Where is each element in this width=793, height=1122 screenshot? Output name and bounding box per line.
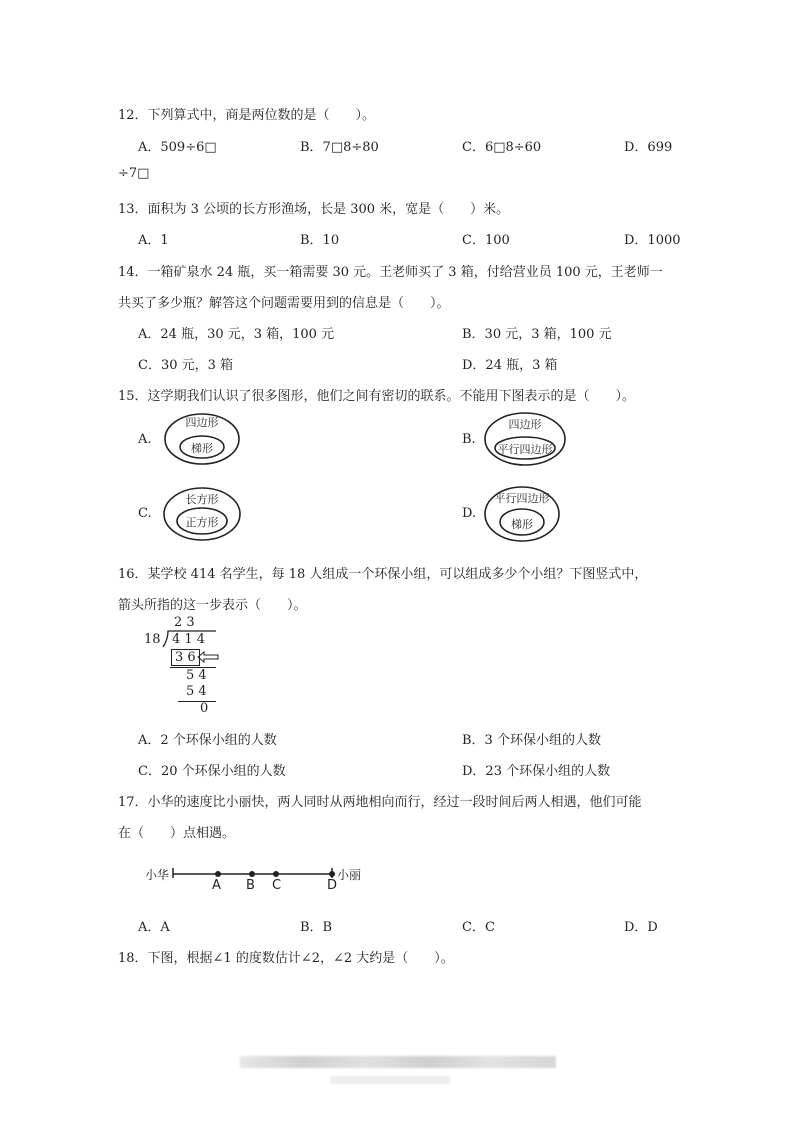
q13-option-d: D．1000 — [624, 233, 681, 248]
q15-venn-c-inner: 正方形 — [185, 516, 219, 529]
meeting-line — [170, 864, 340, 884]
point-d: D — [327, 878, 338, 893]
q15-venn-b-inner: 平行四边形 — [497, 443, 553, 456]
point-b: B — [246, 878, 255, 893]
division-dividend: 4 1 4 — [172, 632, 206, 647]
q12-option-d-wrap: ÷7□ — [118, 166, 150, 181]
q17-option-d: D．D — [624, 920, 658, 935]
q16-option-a: A．2 个环保小组的人数 — [138, 733, 277, 748]
point-a: A — [212, 878, 221, 893]
division-divisor: 18 — [144, 632, 161, 647]
q17-option-b: B．B — [300, 920, 333, 935]
q15-venn-d-inner: 梯形 — [511, 518, 533, 531]
q16-option-c: C．20 个环保小组的人数 — [138, 764, 286, 779]
q14-option-a: A．24 瓶，30 元，3 箱，100 元 — [138, 327, 335, 342]
q12-option-d: D．699 — [624, 140, 673, 155]
q16-option-d: D．23 个环保小组的人数 — [462, 764, 611, 779]
line-label-right: 小丽 — [337, 868, 362, 882]
q12-stem: 12．下列算式中，商是两位数的是（ ）。 — [118, 108, 376, 123]
q16-stem-line1: 16．某学校 414 名学生，每 18 人组成一个环保小组，可以组成多少个小组？下图竖式中， — [118, 567, 648, 582]
q13-option-c: C．100 — [462, 233, 510, 248]
q13-option-b: B．10 — [300, 233, 340, 248]
q14-option-b: B．30 元，3 箱，100 元 — [462, 327, 612, 342]
point-c: C — [272, 878, 282, 893]
q14-option-d: D．24 瓶，3 箱 — [462, 358, 558, 373]
q15-venn-d-outer: 平行四边形 — [494, 492, 550, 505]
q15-option-b-letter: B. — [462, 432, 476, 447]
line-label-left: 小华 — [145, 868, 170, 882]
arrow-left-icon — [196, 651, 220, 663]
q13-stem: 13．面积为 3 公顷的长方形渔场，长是 300 米，宽是（ ）米。 — [118, 202, 510, 217]
q15-venn-a-outer: 四边形 — [185, 416, 219, 429]
division-step-54b: 5 4 — [186, 684, 207, 699]
division-step-36: 3 6 — [171, 649, 200, 666]
q18-stem: 18．下图，根据∠1 的度数估计∠2，∠2 大约是（ ）。 — [118, 951, 454, 966]
q15-option-c-letter: C. — [138, 506, 152, 521]
division-remainder: 0 — [200, 701, 209, 716]
q15-venn-a-inner: 梯形 — [191, 442, 213, 455]
q15-venn-c-outer: 长方形 — [185, 493, 219, 506]
blurred-footer-2 — [330, 1076, 450, 1084]
division-line-2 — [178, 701, 216, 702]
q14-option-c: C．30 元，3 箱 — [138, 358, 234, 373]
q17-option-c: C．C — [462, 920, 495, 935]
q17-stem-line1: 17．小华的速度比小丽快，两人同时从两地相向而行，经过一段时间后两人相遇，他们可能 — [118, 795, 642, 810]
q15-option-a-letter: A. — [138, 432, 152, 447]
q14-stem-line1: 14．一箱矿泉水 24 瓶，买一箱需要 30 元。王老师买了 3 箱，付给营业员 100 元，王老师一 — [118, 265, 663, 280]
division-quotient: 2 3 — [174, 615, 195, 630]
q15-stem: 15．这学期我们认识了很多图形，他们之间有密切的联系。不能用下图表示的是（ ）。 — [118, 389, 636, 404]
division-step-54a: 5 4 — [186, 668, 207, 683]
q16-stem-line2: 箭头所指的这一步表示（ ）。 — [118, 598, 307, 613]
blurred-footer — [240, 1056, 556, 1068]
q17-stem-line2: 在（ ）点相遇。 — [118, 826, 236, 841]
q12-option-c: C．6□8÷60 — [462, 140, 542, 155]
q12-option-b: B．7□8÷80 — [300, 140, 379, 155]
q17-option-a: A．A — [138, 920, 170, 935]
q16-option-b: B．3 个环保小组的人数 — [462, 733, 601, 748]
q15-venn-b-outer: 四边形 — [508, 418, 542, 431]
q12-option-a: A．509÷6□ — [138, 140, 217, 155]
q14-stem-line2: 共买了多少瓶？解答这个问题需要用到的信息是（ ）。 — [118, 296, 450, 311]
q15-option-d-letter: D. — [462, 506, 477, 521]
q13-option-a: A．1 — [138, 233, 169, 248]
